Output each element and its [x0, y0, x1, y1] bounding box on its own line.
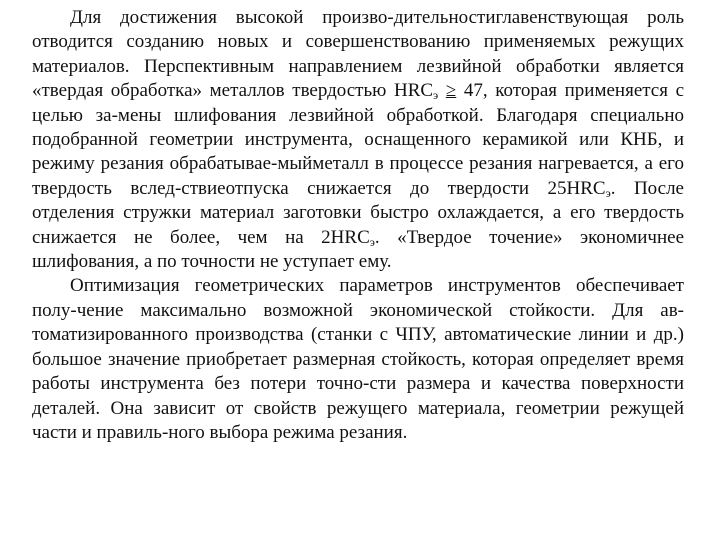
hrc-subscript: э: [433, 88, 439, 103]
paragraph-1-text-d: . «Твердое точение» экономичнее шлифования, а по точности не уступает ему.: [32, 226, 684, 273]
paragraph-1-text-b: 47, которая применяется с целью за-мены шлифования лезвийной обработкой. Благодаря специально подобранной геометрии инструмента, оснащенного керамикой или КНБ, и режиму резания обрабатывае-мыйметалл в процессе резания нагревается, а его твердость вслед-ствиеотпуска снижается до твердости 25HRC: [32, 80, 685, 199]
greater-equal-symbol: ≥: [445, 80, 457, 102]
document-page: [32, 6, 684, 445]
paragraph-hard-machining: [32, 6, 684, 274]
paragraph-1-text-c: . После отделения стружки материал заготовки быстро охлаждается, а его твердость снижается не более, чем на 2HRC: [32, 177, 684, 248]
hrc-subscript: э: [369, 234, 375, 249]
paragraph-tool-optimization: Оптимизация геометрических параметров инструментов обеспечивает полу-чение максимально возможной экономической стойкости. Для ав-томатизированного производства (станки с ЧПУ, автоматические линии и др.) большое значение приобретает размерная стойкость, которая определяет время работы инструмента без потери точно-сти размера и качества поверхности деталей. Она зависит от свойств режущего материала, геометрии режущей части и правиль-ного выбора режима резания.: [32, 275, 684, 443]
paragraph-1-text-a: Для достижения высокой произво-дительностиглавенствующая роль отводится созданию новых и совершенствованию применяемых режущих материалов. Перспективным направлением лезвийной обработки является «твердая обработка» металлов твердостью HRC: [32, 7, 684, 102]
hrc-subscript: э: [605, 185, 611, 200]
